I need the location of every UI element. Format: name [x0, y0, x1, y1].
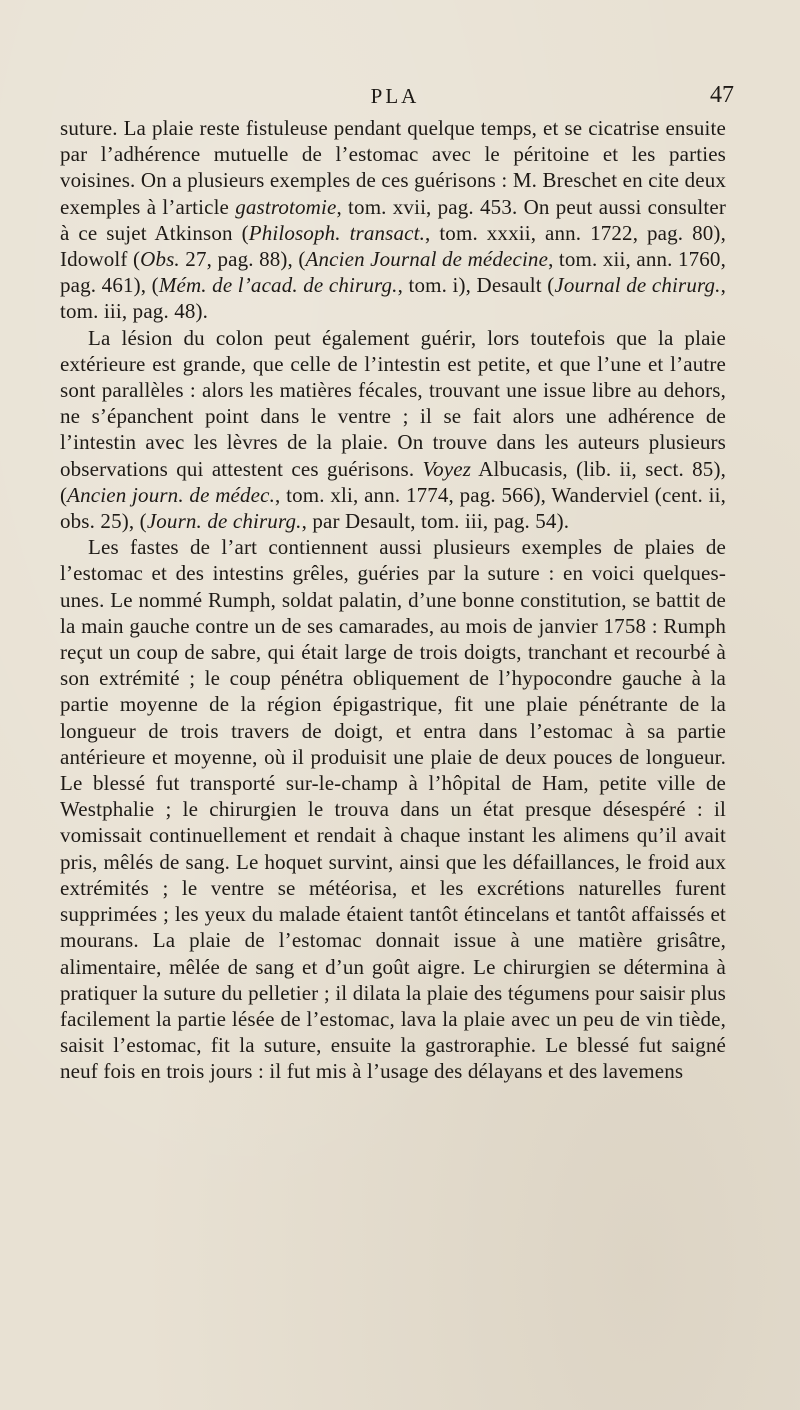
text-run: , tom. iii, pag. 48).	[60, 273, 726, 324]
italic-run: Voyez	[422, 456, 472, 481]
text-run: , tom. xxxii, ann. 1722, pag. 80), Idowolf (	[60, 220, 726, 272]
italic-run: Philosoph. transact.	[248, 220, 425, 245]
italic-run: Obs.	[140, 247, 180, 272]
text-run: , tom. xli, ann. 1774, pag. 566), Wanderviel (cent. ii, obs. 25), (	[60, 482, 726, 534]
text-run: , tom. xii, ann. 1760, pag. 461), (	[60, 247, 726, 298]
text-run: , tom. xvii, pag. 453. On peut aussi consulter à ce sujet Atkinson (	[60, 194, 727, 245]
page-header	[56, 80, 734, 114]
text-run: Les fastes de l’art contiennent aussi plusieurs exemples de plaies de l’estomac et des intestins grêles, guéries par la suture : en voici quelques-unes. Le nommé Rumph, soldat palatin, d’une bonne constitution, se battit de la main gauche contre un de ses camarades, au mois de janvier 1758 : Rumph reçut un coup de sabre, qui était large de trois doigts, tranchant et recourbé à son extrémité ; le coup pénétra obliquement de l’hypocondre gauche à la partie moyenne de la région épigastrique, fit une plaie pénétrante de la longueur de trois travers de doigt, et entra dans l’estomac à sa partie antérieure et moyenne, où il produisit une plaie de deux pouces de longueur. Le blessé fut transporté sur-le-champ à l’hôpital de Ham, petite ville de Westphalie ; le chirurgien le trouva dans un état presque désespéré : il vomissait continuellement et rendait à chaque instant les alimens qu’il avait pris, mêlés de sang. Le hoquet survint, ainsi que les défaillances, le froid aux extrémités ; le ventre se météorisa, et les excrétions naturelles furent supprimées ; les yeux du malade étaient tantôt étincelans et tantôt affaissés et mourans. La plaie de l’estomac donnait issue à une matière grisâtre, alimentaire, mêlée de sang et d’un goût aigre. Le chirurgien se détermina à pratiquer la suture du pelletier ; il dilata la plaie des tégumens pour saisir plus facilement la partie lésée de l’estomac, lava la plaie avec un peu de vin tiède, saisit l’estomac, fit la suture, ensuite la gastroraphie. Le blessé fut saigné neuf fois en trois jours : il fut mis à l’usage des délayans et des lavemens	[60, 535, 726, 1084]
text-run: , par Desault, tom. iii, pag. 54).	[301, 509, 570, 534]
italic-run: Journ. de chirurg.	[146, 509, 302, 534]
italic-run: Mém. de l’acad. de chirurg.	[158, 273, 398, 298]
text-run: La lésion du colon peut également guérir, lors toutefois que la plaie extérieure est grande, que celle de l’intestin est petite, et que l’une et l’autre sont parallèles : alors les matières fécales, trouvant une issue libre au dehors, ne s’épanchent point dans le ventre ; il se fait alors une adhérence de l’intestin avec les lèvres de la plaie. On trouve dans les auteurs plusieurs observations qui attestent ces guérisons.	[60, 325, 726, 481]
page-number: 47	[710, 82, 734, 108]
paragraph-gastric-sutures	[60, 115, 726, 325]
text-run: , tom. i), Desault (	[397, 273, 555, 298]
text-run: 27, pag. 88), (	[179, 247, 306, 272]
running-head: PLA	[370, 84, 420, 108]
italic-run: Journal de chirurg.	[554, 273, 721, 298]
body-text	[60, 115, 726, 1085]
text-run: Albucasis, (lib. ii, sect. 85), (	[60, 456, 727, 507]
italic-run: gastrotomie	[235, 194, 337, 219]
text-run: suture. La plaie reste fistuleuse pendant quelque temps, et se cicatrise ensuite par l’adhérence mutuelle de l’estomac avec le péritoine et les parties voisines. On a plusieurs exemples de ces guérisons : M. Breschet en cite deux exemples à l’article	[60, 116, 726, 219]
paragraph-colon-lesion	[60, 325, 726, 535]
italic-run: Ancien journ. de médec.	[67, 482, 276, 507]
paragraph-rumph-case	[60, 534, 726, 1084]
italic-run: Ancien Journal de médecine	[305, 247, 549, 272]
